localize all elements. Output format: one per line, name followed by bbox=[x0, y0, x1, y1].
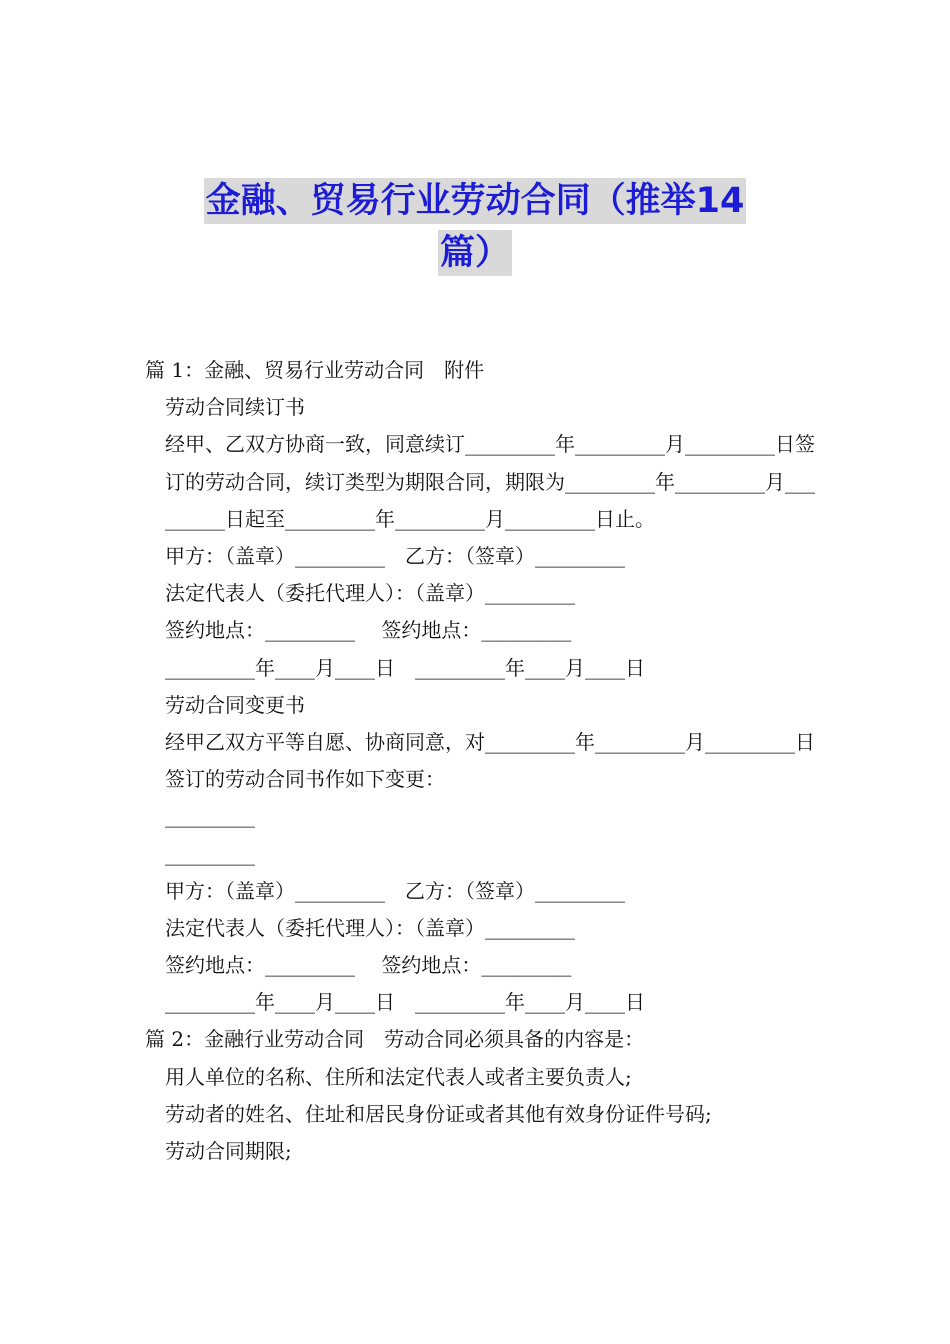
paragraph: 签约地点：_________ 签约地点：_________ bbox=[165, 953, 572, 978]
paragraph: 用人单位的名称、住所和法定代表人或者主要负责人; bbox=[165, 1064, 632, 1089]
title-line-1: 金融、贸易行业劳动合同（推举14 bbox=[204, 178, 747, 224]
section-heading: 篇 2：金融行业劳动合同 劳动合同必须具备的内容是： bbox=[145, 1027, 645, 1052]
paragraph: _________年____月____日 _________年____月____日 bbox=[165, 655, 645, 680]
paragraph: 劳动者的姓名、住址和居民身份证或者其他有效身份证件号码; bbox=[165, 1101, 712, 1126]
title-line-2: 篇） bbox=[438, 230, 512, 276]
paragraph: 经甲乙双方平等自愿、协商同意，对_________年_________月_________日签订的劳动合同书作如下变更： bbox=[165, 729, 815, 792]
paragraph: 劳动合同变更书 bbox=[165, 692, 305, 717]
paragraph: _________年____月____日 _________年____月____日 bbox=[165, 990, 645, 1015]
paragraph: 甲方：（盖章）_________ 乙方：（签章）_________ bbox=[165, 543, 625, 568]
paragraph: 劳动合同续订书 bbox=[165, 395, 305, 420]
paragraph: 签约地点：_________ 签约地点：_________ bbox=[165, 618, 572, 643]
paragraph: 经甲、乙双方协商一致，同意续订_________年_________月_________日签订的劳动合同，续订类型为期限合同，期限为_________年_________月_________日起至_________年_________月_________日止。 bbox=[165, 432, 815, 531]
document-title bbox=[0, 178, 950, 276]
paragraph: 甲方：（盖章）_________ 乙方：（签章）_________ bbox=[165, 878, 625, 903]
paragraph: 法定代表人（委托代理人）：（盖章）_________ bbox=[165, 915, 575, 940]
blank-line: _________ bbox=[165, 841, 255, 866]
paragraph: 法定代表人（委托代理人）：（盖章）_________ bbox=[165, 581, 575, 606]
section-heading: 篇 1：金融、贸易行业劳动合同 附件 bbox=[145, 358, 485, 382]
document-body bbox=[145, 352, 815, 1170]
paragraph: 劳动合同期限; bbox=[165, 1139, 292, 1164]
blank-line: _________ bbox=[165, 804, 255, 829]
